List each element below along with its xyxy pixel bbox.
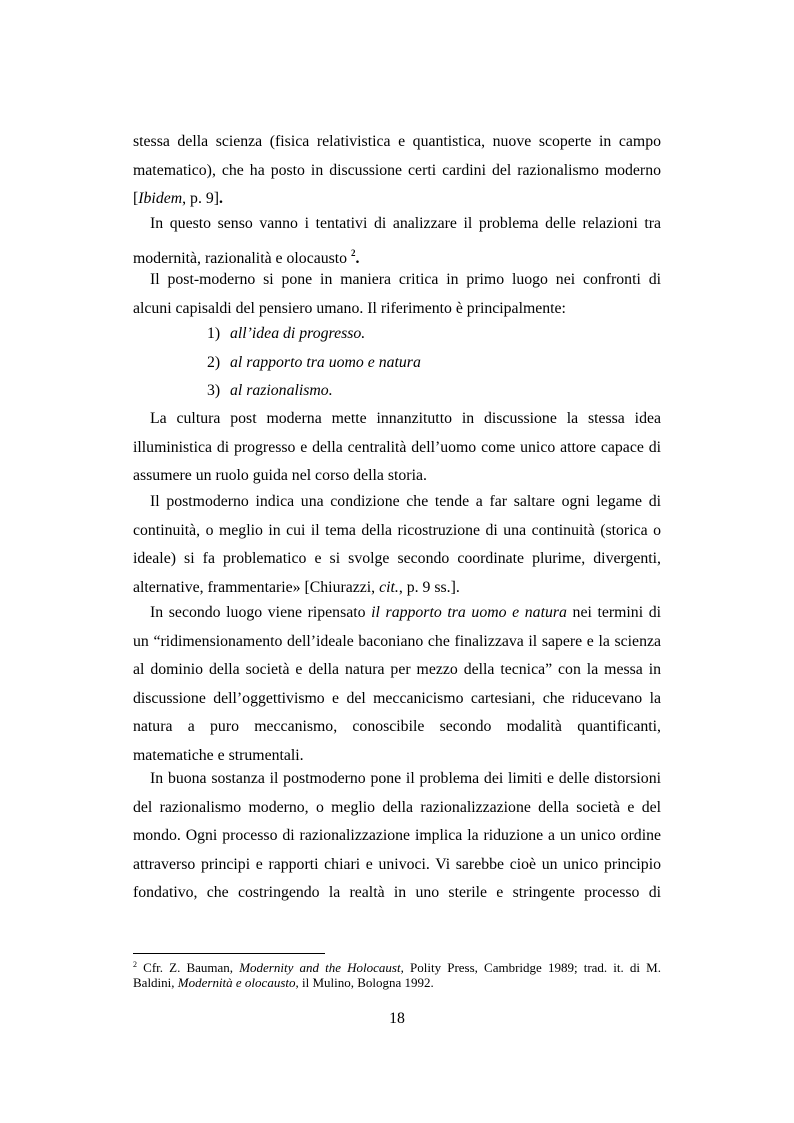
text-line: natura a puro meccanismo, conoscibile secondo modalità quantificanti, [133, 718, 661, 736]
paragraph-2 [133, 210, 661, 267]
text-line: un “ridimensionamento dell’ideale baconiano che finalizzava il sapere e la scienza [133, 632, 661, 650]
paragraph-4 [133, 405, 661, 491]
footnote-line: $^2$ Cfr. Z. Bauman, Modernity and the Holocaust, Polity Press, Cambridge 1989; trad. it. di M. [133, 960, 661, 975]
citation-italic: cit. [379, 578, 399, 596]
text-line: del razionalismo moderno, o meglio della razionalizzazione della società e del [133, 798, 661, 816]
list-item: 1) all’idea di progresso. [207, 325, 366, 342]
footnote-number: 2 [133, 960, 137, 969]
text-line: Il post-moderno si pone in maniera critica in primo luogo nei confronti di [150, 271, 661, 288]
text-line: La cultura post moderna mette innanzitutto in discussione la stessa idea [150, 410, 661, 427]
text-line: alternative, frammentarie» [Chiurazzi, cit., p. 9 ss.]. [133, 578, 460, 596]
text-line: discussione dell’oggettivismo e del meccanicismo cartesiani, che riducevano la [133, 689, 661, 707]
paragraph-7 [133, 765, 661, 908]
footnote-divider [133, 953, 325, 954]
page-number: 18 [389, 1010, 405, 1027]
footnote [133, 956, 661, 992]
paragraph-3 [133, 266, 661, 323]
text-line: modernità, razionalità e olocausto $^2$. [133, 247, 360, 267]
text-line: continuità, o meglio in cui il tema della ricostruzione di una continuità (storica o [133, 521, 661, 539]
text-line: assumere un ruolo guida nel corso della storia. [133, 467, 427, 485]
text-line: In buona sostanza il postmoderno pone il problema dei limiti e delle distorsioni [150, 770, 661, 787]
text-line: al dominio della società e della natura per mezzo della tecnica” con la messa in [133, 661, 661, 679]
footnote-reference[interactable]: 2 [351, 247, 356, 258]
citation-italic: Ibidem [138, 190, 183, 208]
text-line: illuministica di progresso e della centralità dell’uomo come unico attore capace di [133, 438, 661, 456]
text-line: stessa della scienza (fisica relativistica e quantistica, nuove scoperte in campo [133, 133, 661, 150]
text-line: matematico), che ha posto in discussione certi cardini del razionalismo moderno [133, 161, 661, 179]
list-item: 3) al razionalismo. [207, 382, 333, 400]
paragraph-6 [133, 599, 661, 771]
footnote-line: Baldini, Modernità e olocausto, il Mulino, Bologna 1992. [133, 975, 434, 990]
text-line: [Ibidem, p. 9]. [133, 190, 223, 208]
text-line: matematiche e strumentali. [133, 746, 304, 764]
text-line: attraverso principi e rapporti chiari e univoci. Vi sarebbe cioè un unico principio [133, 855, 661, 873]
text-line: alcuni capisaldi del pensiero umano. Il riferimento è principalmente: [133, 299, 566, 317]
numbered-list [207, 320, 421, 406]
text-line: mondo. Ogni processo di razionalizzazione implica la riduzione a un unico ordine [133, 827, 661, 845]
text-line: ideale) si fa problematico e si svolge secondo coordinate plurime, divergenti, [133, 550, 661, 568]
text-line: In secondo luogo viene ripensato il rapporto tra uomo e natura nei termini di [150, 604, 662, 621]
paragraph-5 [133, 488, 661, 602]
text-line: Il postmoderno indica una condizione che tende a far saltare ogni legame di [150, 493, 661, 510]
text-line: fondativo, che costringendo la realtà in uno sterile e stringente processo di [133, 884, 661, 902]
text-line: In questo senso vanno i tentativi di analizzare il problema delle relazioni tra [150, 215, 661, 232]
list-item: 2) al rapporto tra uomo e natura [207, 353, 421, 371]
paragraph-1 [133, 128, 661, 214]
